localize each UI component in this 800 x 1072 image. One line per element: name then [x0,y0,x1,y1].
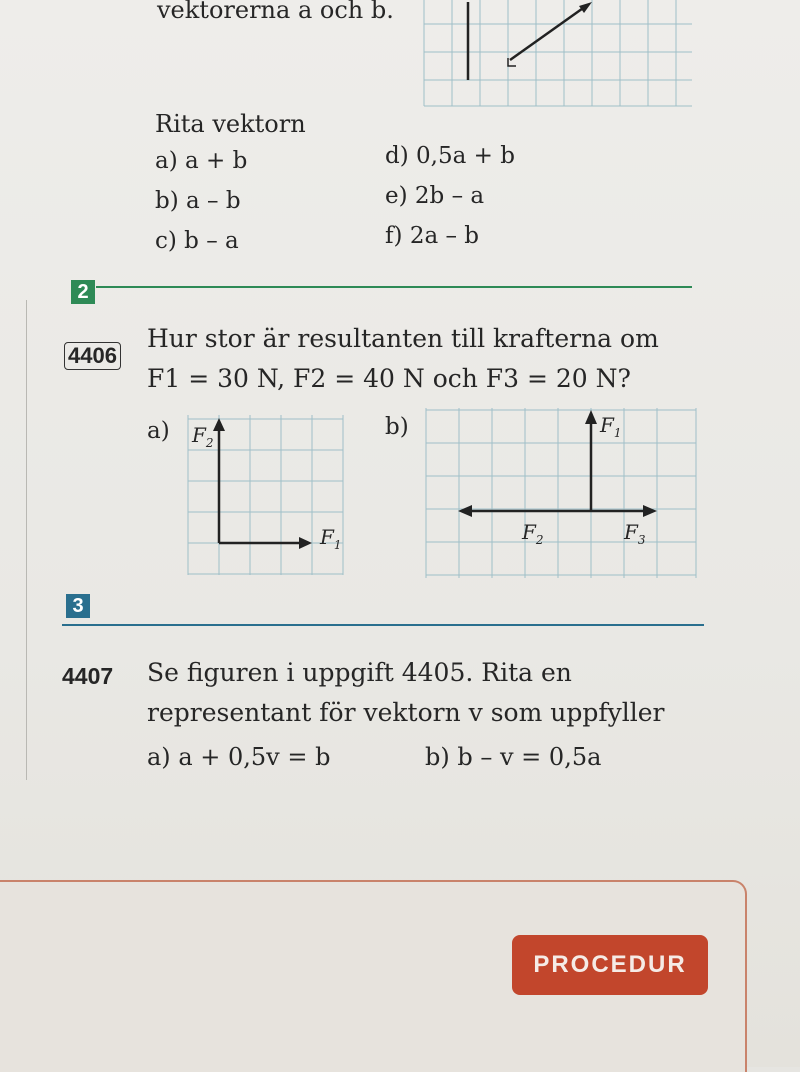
section-3-rule [62,624,704,626]
f1-letter: F [320,525,334,549]
fig-b-f3-label [624,520,646,547]
fig-b-f2-label [522,520,544,547]
item-expr: 2b – a [414,183,485,209]
fig-b-f1-label [600,413,622,440]
problem-4406-line2: F1 = 30 N, F2 = 40 N och F3 = 20 N? [147,364,631,393]
fig-a-f2-label [192,423,214,450]
problem-4406-sub-a: a) [147,418,170,444]
part-expr: b – v = 0,5a [457,743,602,771]
section-2-badge: 2 [71,280,95,304]
item-expr: a + b [185,148,248,174]
f2-letter: F [522,520,536,544]
intro-item-d [385,143,515,169]
item-expr: b – a [184,228,239,254]
problem-4407-line2: representant för vektorn v som uppfyller [147,698,665,727]
item-label: a) [155,148,178,174]
intro-item-b [155,188,241,214]
problem-4406-line1: Hur stor är resultanten till krafterna om [147,324,659,353]
part-label: b) [425,743,450,771]
f2-sub: 2 [535,533,544,547]
item-label: b) [155,188,179,214]
problem-4407-part-a [147,743,330,771]
part-expr: a + 0,5v = b [178,743,331,771]
section-2-rule [96,286,692,288]
item-label: c) [155,228,177,254]
procedur-label: PROCEDUR [512,935,708,995]
section-3-badge: 3 [66,594,90,618]
intro-vector-grid [424,0,694,108]
part-label: a) [147,743,171,771]
f3-letter: F [624,520,638,544]
intro-item-c [155,228,239,254]
f1-sub: 1 [333,538,342,552]
problem-4406-sub-b: b) [385,414,409,440]
problem-4406-number: 4406 [64,342,121,370]
problem-4407-line1: Se figuren i uppgift 4405. Rita en [147,658,572,687]
margin-line [26,300,27,780]
intro-item-f [385,223,479,249]
f1-sub: 1 [613,426,622,440]
fig-a-f1-label [320,525,342,552]
item-expr: a – b [186,188,241,214]
intro-item-e [385,183,484,209]
item-label: d) [385,143,409,169]
rita-vektorn-heading: Rita vektorn [155,110,306,138]
intro-partial-line: vektorerna a och b. [157,0,394,24]
f2-letter: F [192,423,206,447]
intro-item-a [155,148,247,174]
item-expr: 0,5a + b [416,143,515,169]
f2-sub: 2 [205,436,214,450]
problem-4407-number: 4407 [62,663,114,689]
f3-sub: 3 [637,533,646,547]
item-label: f) [385,223,403,249]
problem-4407-part-b [425,743,601,771]
f1-letter: F [600,413,614,437]
item-expr: 2a – b [409,223,480,249]
item-label: e) [385,183,408,209]
figure-b-grid [426,408,701,580]
